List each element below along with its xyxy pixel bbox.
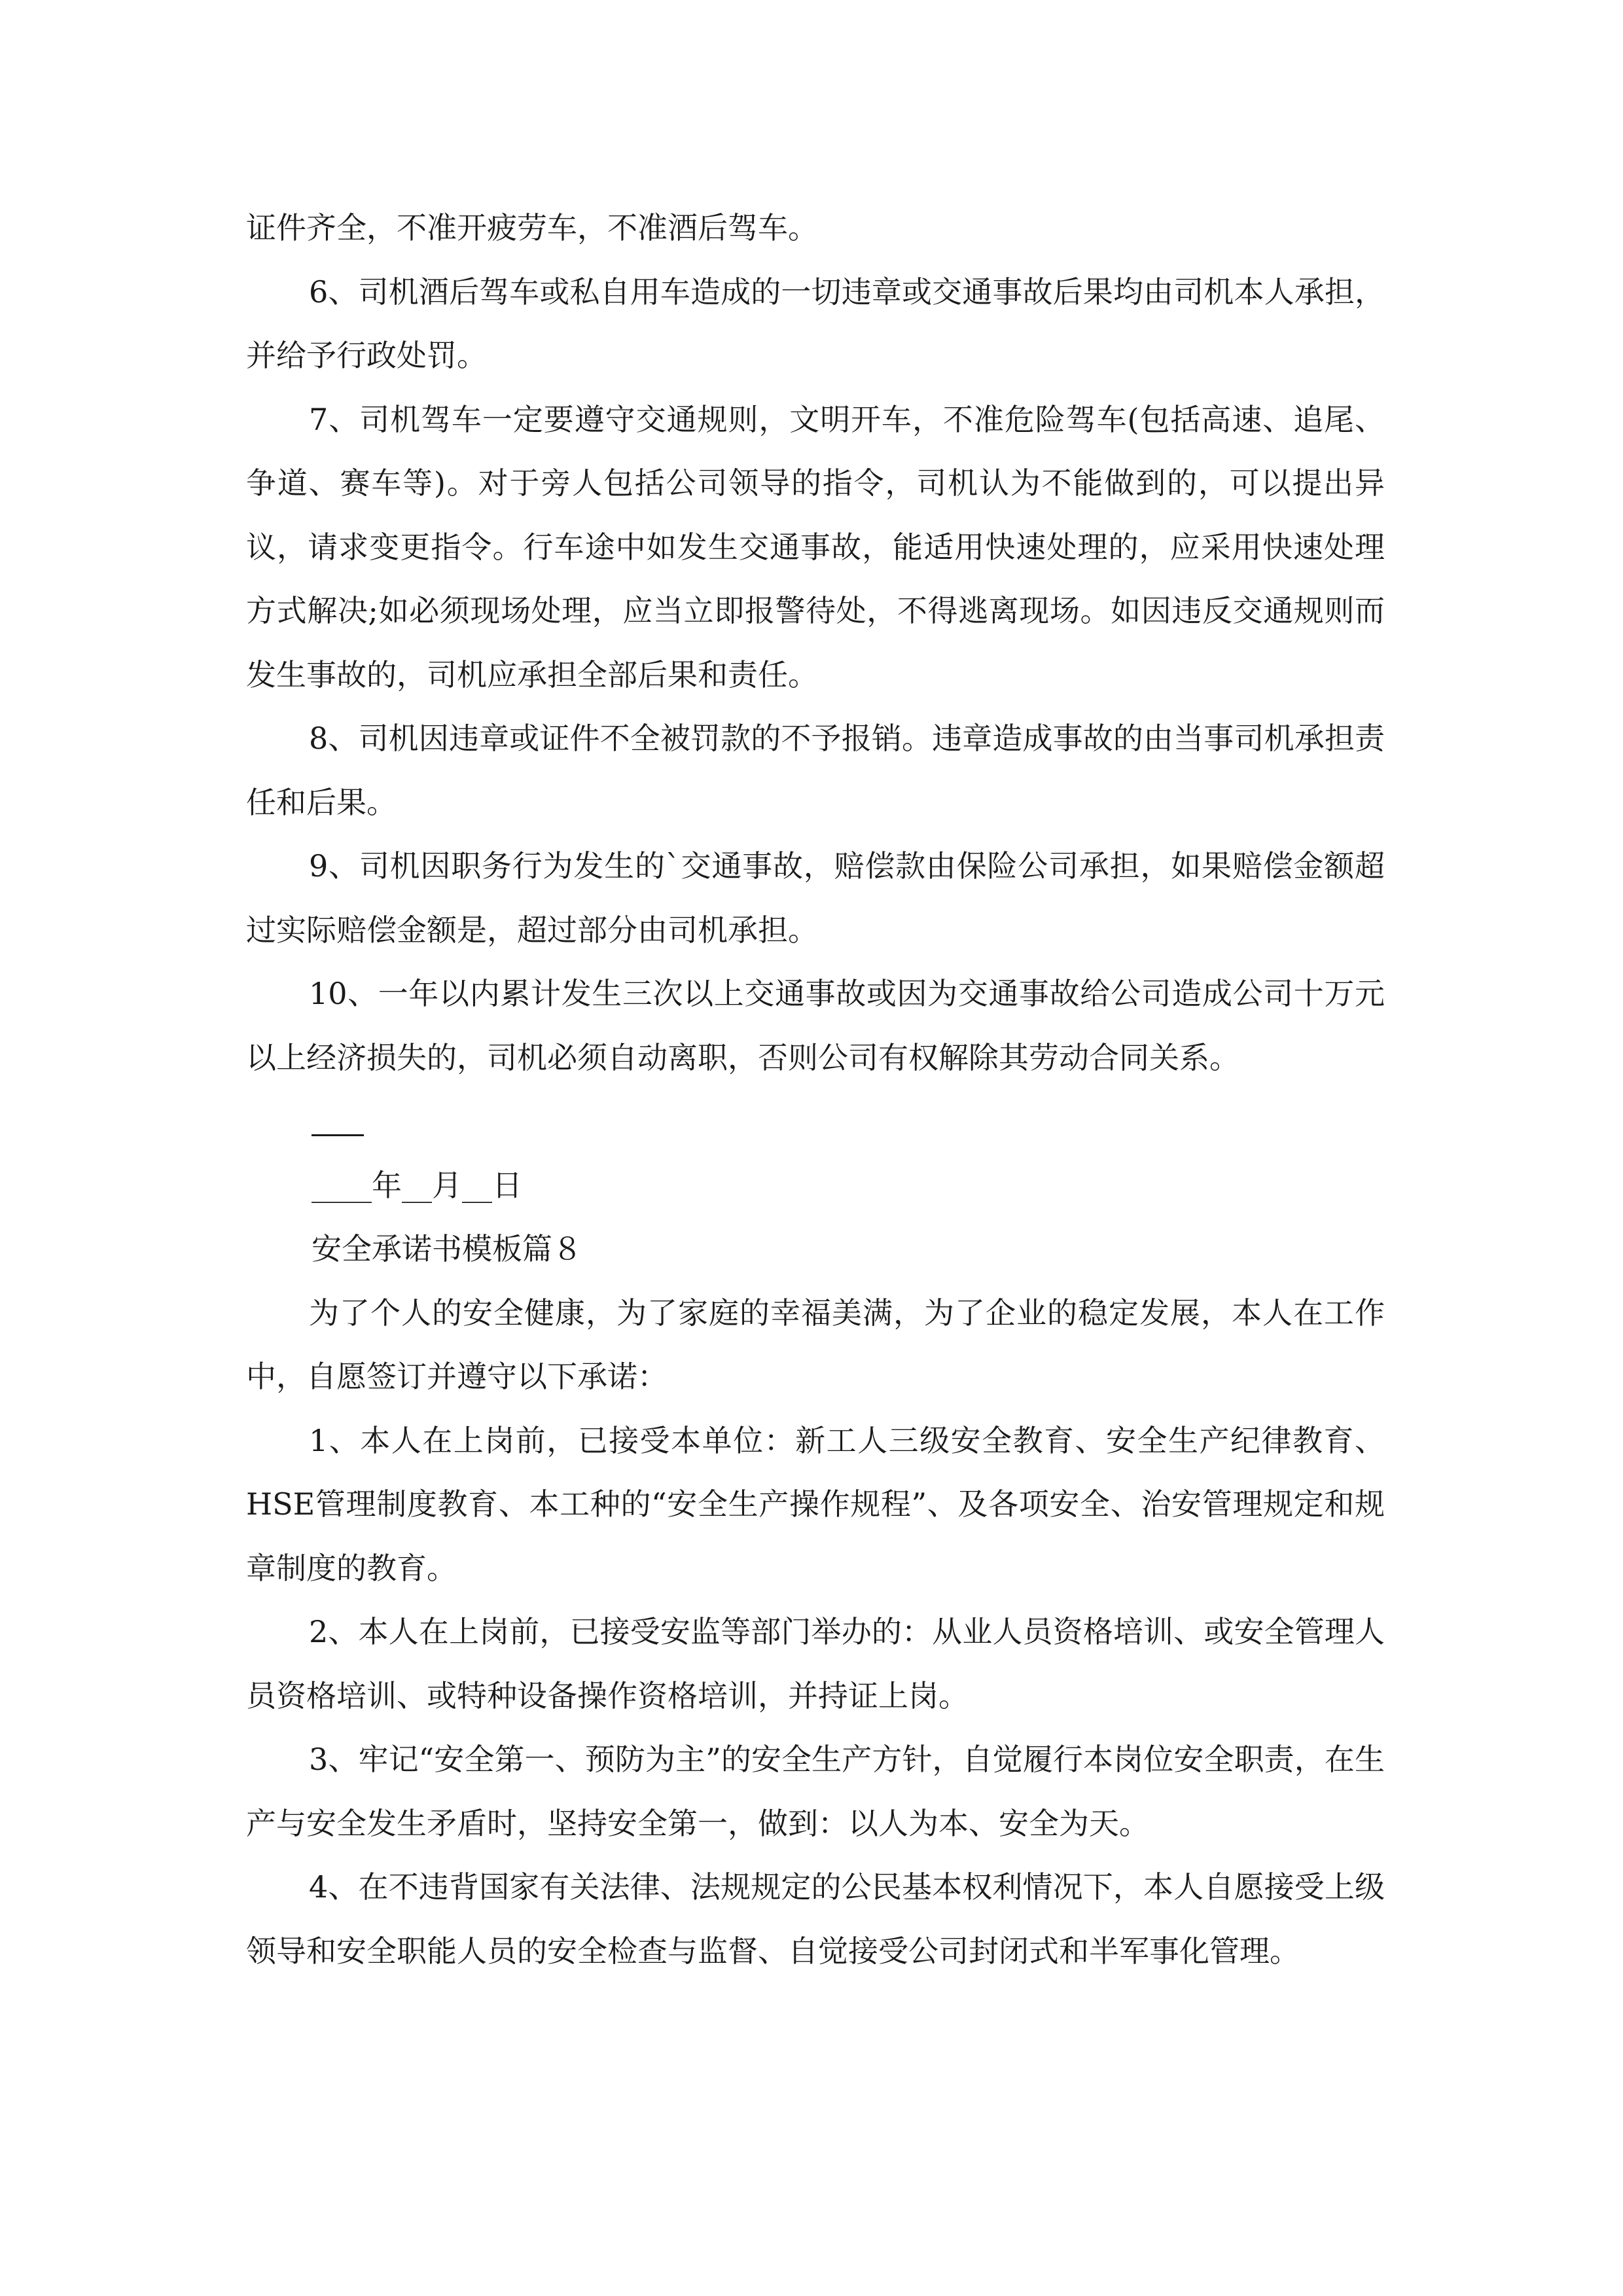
- paragraph-commitment-3: 3、牢记“安全第一、预防为主”的安全生产方针，自觉履行本岗位安全职责，在生产与安全发生矛盾时，坚持安全第一，做到：以人为本、安全为天。: [246, 1742, 1385, 1841]
- section-title: 安全承诺书模板篇８: [312, 1231, 582, 1266]
- paragraph-item-9: 9、司机因职务行为发生的`交通事故，赔偿款由保险公司承担，如果赔偿金额超过实际赔偿金额是，超过部分由司机承担。: [246, 848, 1385, 948]
- paragraph-item-8: 8、司机因违章或证件不全被罚款的不予报销。违章造成事故的由当事司机承担责任和后果。: [246, 721, 1385, 820]
- paragraph-commitment-4: 4、在不违背国家有关法律、法规规定的公民基本权利情况下，本人自愿接受上级领导和安全职能人员的安全检查与监督、自觉接受公司封闭式和半军事化管理。: [246, 1869, 1385, 1969]
- paragraph-commitment-2: 2、本人在上岗前，已接受安监等部门举办的：从业人员资格培训、或安全管理人员资格培训、或特种设备操作资格培训，并持证上岗。: [246, 1614, 1385, 1713]
- paragraph-item-6: 6、司机酒后驾车或私自用车造成的一切违章或交通事故后果均由司机本人承担，并给予行政处罚。: [246, 274, 1385, 373]
- paragraph-continuation: 证件齐全，不准开疲劳车，不准酒后驾车。: [246, 210, 818, 245]
- signature-underline: [312, 1134, 364, 1136]
- paragraph-commitment-1: 1、本人在上岗前，已接受本单位：新工人三级安全教育、安全生产纪律教育、HSE管理制度教育、本工种的“安全生产操作规程”、及各项安全、治安管理规定和规章制度的教育。: [246, 1422, 1385, 1586]
- paragraph-item-10: 10、一年以内累计发生三次以上交通事故或因为交通事故给公司造成公司十万元以上经济损失的，司机必须自动离职，否则公司有权解除其劳动合同关系。: [246, 976, 1385, 1075]
- date-line: ____年__月__日: [312, 1167, 522, 1203]
- paragraph-item-7: 7、司机驾车一定要遵守交通规则，文明开车，不准危险驾车(包括高速、追尾、争道、赛车等)。对于旁人包括公司领导的指令，司机认为不能做到的，可以提出异议，请求变更指令。行车途中如发生交通事故，能适用快速处理的，应采用快速处理方式解决;如必须现场处理，应当立即报警待处，不得逃离现场。如因违反交通规则而发生事故的，司机应承担全部后果和责任。: [246, 401, 1385, 692]
- paragraph-intro: 为了个人的安全健康，为了家庭的幸福美满，为了企业的稳定发展，本人在工作中，自愿签订并遵守以下承诺：: [246, 1295, 1385, 1394]
- signature-blank-line: [246, 1090, 1385, 1154]
- document-body: [246, 196, 1385, 1983]
